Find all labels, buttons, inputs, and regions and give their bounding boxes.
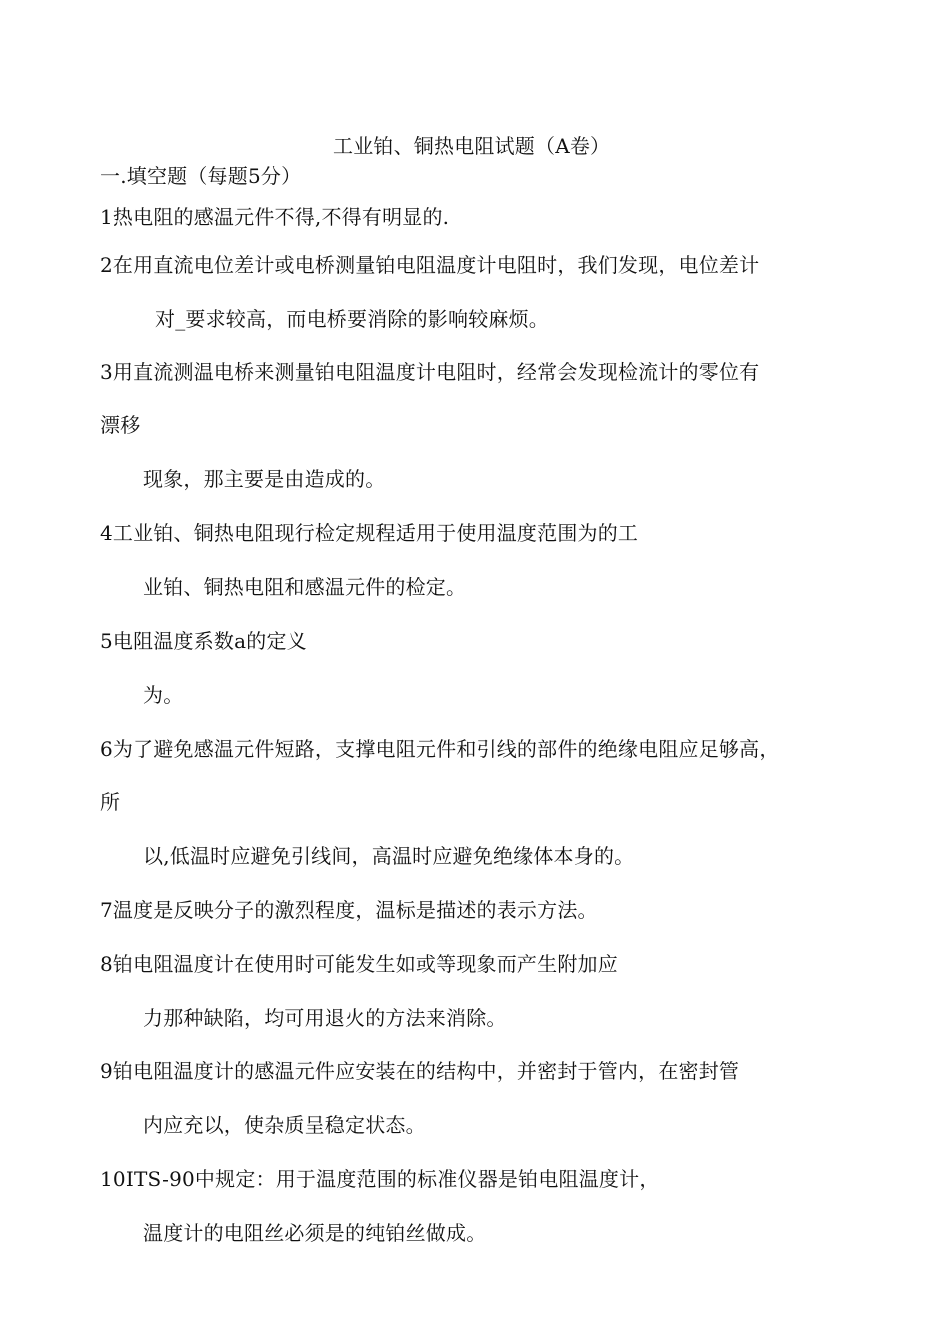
question-line-4-cont: 业铂、铜热电阻和感温元件的检定。 (143, 575, 467, 599)
question-line-10-cont: 温度计的电阻丝必须是的纯铂丝做成。 (143, 1221, 487, 1245)
question-line-6: 6为了避免感温元件短路，支撑电阻元件和引线的部件的绝缘电阻应足够高， (100, 737, 780, 761)
question-line-3-cont-a: 漂移 (100, 413, 141, 437)
question-line-10: 10ITS-90中规定：用于温度范围的标准仪器是铂电阻温度计， (100, 1167, 660, 1191)
question-line-2-cont: 对_要求较高，而电桥要消除的影响较麻烦。 (155, 307, 549, 331)
question-line-9-cont: 内应充以，使杂质呈稳定状态。 (143, 1113, 426, 1137)
question-line-5: 5电阻温度系数a的定义 (100, 629, 307, 653)
question-line-8: 8铂电阻温度计在使用时可能发生如或等现象而产生附加应 (100, 952, 618, 976)
question-line-2: 2在用直流电位差计或电桥测量铂电阻温度计电阻时，我们发现，电位差计 (100, 253, 760, 277)
question-line-6-cont-b: 以,低温时应避免引线间，高温时应避免绝缘体本身的。 (143, 844, 635, 868)
question-line-1: 1热电阻的感温元件不得,不得有明显的. (100, 205, 450, 229)
question-line-6-cont-a: 所 (100, 790, 121, 814)
section-heading: 一.填空题（每题5分） (100, 164, 302, 188)
question-line-9: 9铂电阻温度计的感温元件应安装在的结构中，并密封于管内，在密封管 (100, 1059, 740, 1083)
document-title: 工业铂、铜热电阻试题（A卷） (333, 134, 611, 158)
question-line-7: 7温度是反映分子的激烈程度，温标是描述的表示方法。 (100, 898, 598, 922)
question-line-4: 4工业铂、铜热电阻现行检定规程适用于使用温度范围为的工 (100, 521, 639, 545)
question-line-3: 3用直流测温电桥来测量铂电阻温度计电阻时，经常会发现检流计的零位有 (100, 360, 760, 384)
question-line-3-cont-b: 现象，那主要是由造成的。 (143, 467, 386, 491)
question-line-8-cont: 力那种缺陷，均可用退火的方法来消除。 (143, 1006, 507, 1030)
question-line-5-cont: 为。 (143, 683, 184, 707)
